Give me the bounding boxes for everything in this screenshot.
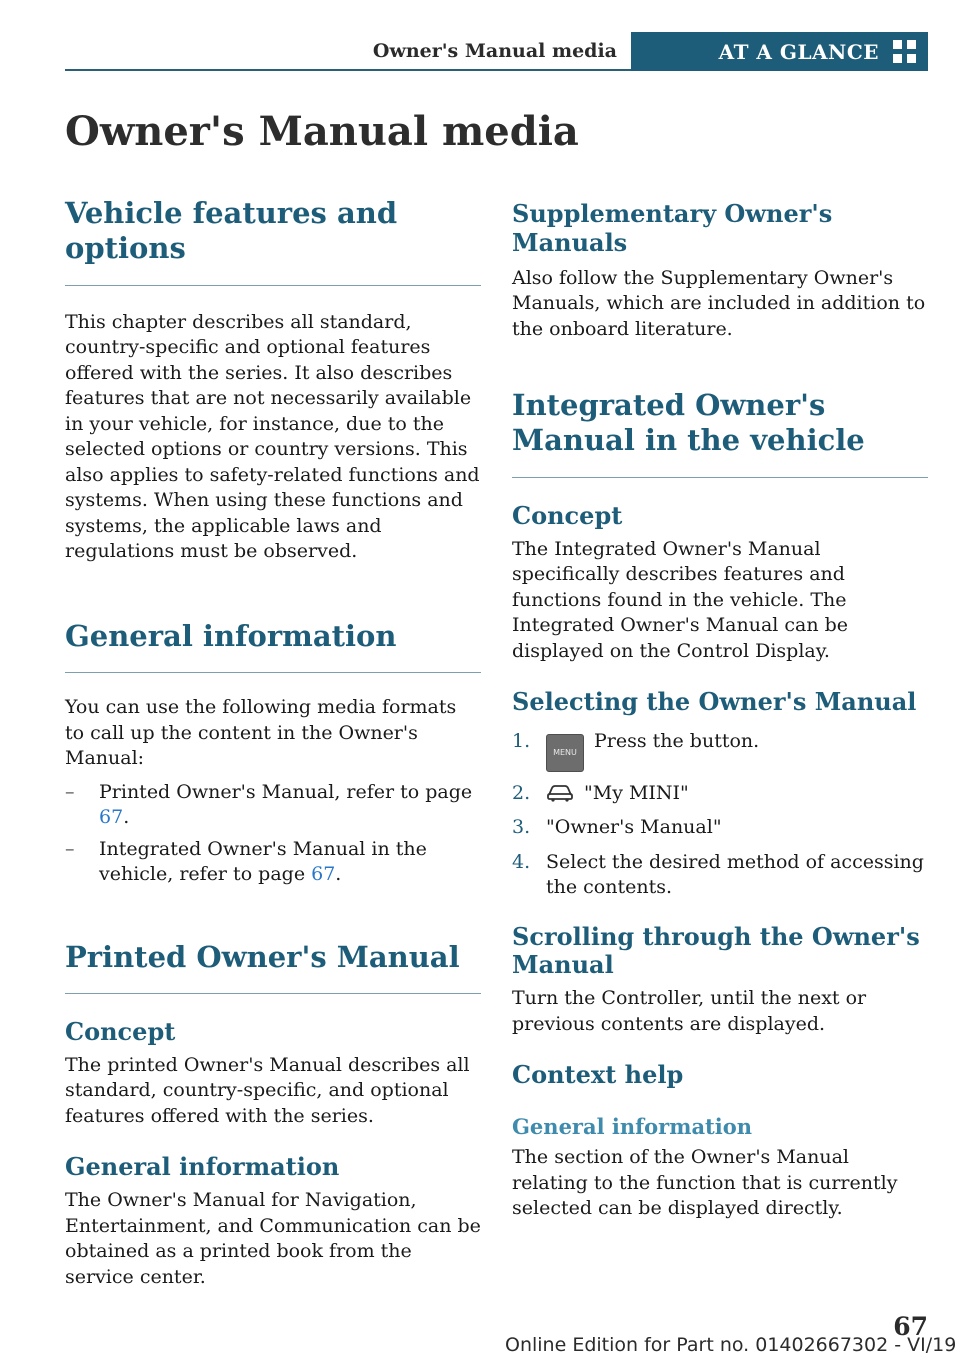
page-title: Owner's Manual media — [65, 108, 579, 155]
list-item — [65, 780, 481, 831]
page-link[interactable]: 67 — [311, 863, 336, 886]
list-item — [512, 815, 928, 841]
step-number: 3. — [512, 816, 531, 839]
general-information-body: You can use the following media formats to call up the content in the Owner's Manual: — [65, 696, 457, 770]
heading-scrolling: Scrolling through the Owner's Manual — [512, 921, 920, 980]
menu-button-icon: MENU — [546, 734, 584, 772]
page-number: 67 — [893, 1312, 928, 1341]
printed-general-body: The Owner's Manual for Navigation, Entertainment, and Communication can be obtained as a printed book from the service center. — [65, 1189, 481, 1288]
heading-printed-general: General information — [65, 1152, 340, 1182]
vehicle-features-body: This chapter describes all standard, country-specific and optional features offered with the series. It also describes features that are not necessarily available in your vehicle, for instance, due to the selected options or country versions. This also applies to safety-related functions and systems. When using these functions and systems, the applicable laws and regulations must be observed. — [65, 310, 480, 563]
step-text: "Owner's Manual" — [546, 816, 722, 839]
step-number: 4. — [512, 850, 531, 873]
supplementary-body: Also follow the Supplementary Owner's Manuals, which are included in addition to the onboard literature. — [512, 266, 926, 340]
list-item — [512, 781, 928, 807]
car-icon — [546, 784, 574, 802]
dash-bullet: – — [65, 780, 75, 803]
heading-printed-manual: Printed Owner's Manual — [65, 940, 481, 994]
scrolling-body: Turn the Controller, until the next or previous contents are displayed. — [512, 987, 867, 1035]
list-item — [512, 729, 928, 772]
right-column — [512, 196, 928, 1222]
list-item — [65, 837, 481, 888]
step-number: 1. — [512, 729, 531, 752]
heading-general-information: General information — [65, 619, 481, 673]
heading-printed-concept: Concept — [65, 1017, 176, 1046]
heading-integrated-manual: Integrated Owner's Manual in the vehicle — [512, 388, 928, 478]
heading-supplementary: Supplementary Owner's Manuals — [512, 199, 833, 257]
heading-context-general: General information — [512, 1114, 753, 1140]
step-text: Select the desired method of accessing the contents. — [546, 850, 924, 899]
integrated-concept-body: The Integrated Owner's Manual specifically describes features and functions found in the vehicle. The Integrated Owner's Manual can be displayed on the Control Display. — [512, 537, 849, 662]
heading-context-help: Context help — [512, 1060, 684, 1090]
list-item — [512, 850, 928, 901]
page-link[interactable]: 67 — [99, 806, 124, 829]
list-item-end: . — [123, 806, 130, 829]
step-text: Press the button. — [594, 729, 760, 752]
printed-concept-body: The printed Owner's Manual describes all standard, country-specific, and optional features offered with the series. — [65, 1053, 470, 1127]
heading-selecting-manual: Selecting the Owner's Manual — [512, 687, 917, 717]
list-item-end: . — [335, 863, 342, 886]
list-item-text: Printed Owner's Manual, refer to page — [99, 780, 473, 803]
grid-icon — [893, 40, 916, 63]
left-column — [65, 196, 481, 1290]
header-chapter-title: AT A GLANCE — [718, 39, 879, 64]
header-section-title: Owner's Manual media — [65, 32, 631, 71]
heading-vehicle-features: Vehicle features and options — [65, 196, 481, 286]
selection-steps — [512, 729, 928, 901]
running-header — [65, 32, 928, 71]
dash-bullet: – — [65, 837, 75, 860]
context-help-body: The section of the Owner's Manual relating to the function that is currently selected can be displayed directly. — [512, 1146, 898, 1220]
media-format-list — [65, 780, 481, 888]
header-chapter-tab — [631, 32, 928, 71]
list-item-text: Integrated Owner's Manual in the vehicle, refer to page — [99, 837, 427, 886]
edition-footer: Online Edition for Part no. 01402667302 - VI/19 — [505, 1334, 957, 1356]
step-number: 2. — [512, 781, 531, 804]
heading-integrated-concept: Concept — [512, 500, 623, 530]
step-text: "My MINI" — [584, 781, 689, 804]
